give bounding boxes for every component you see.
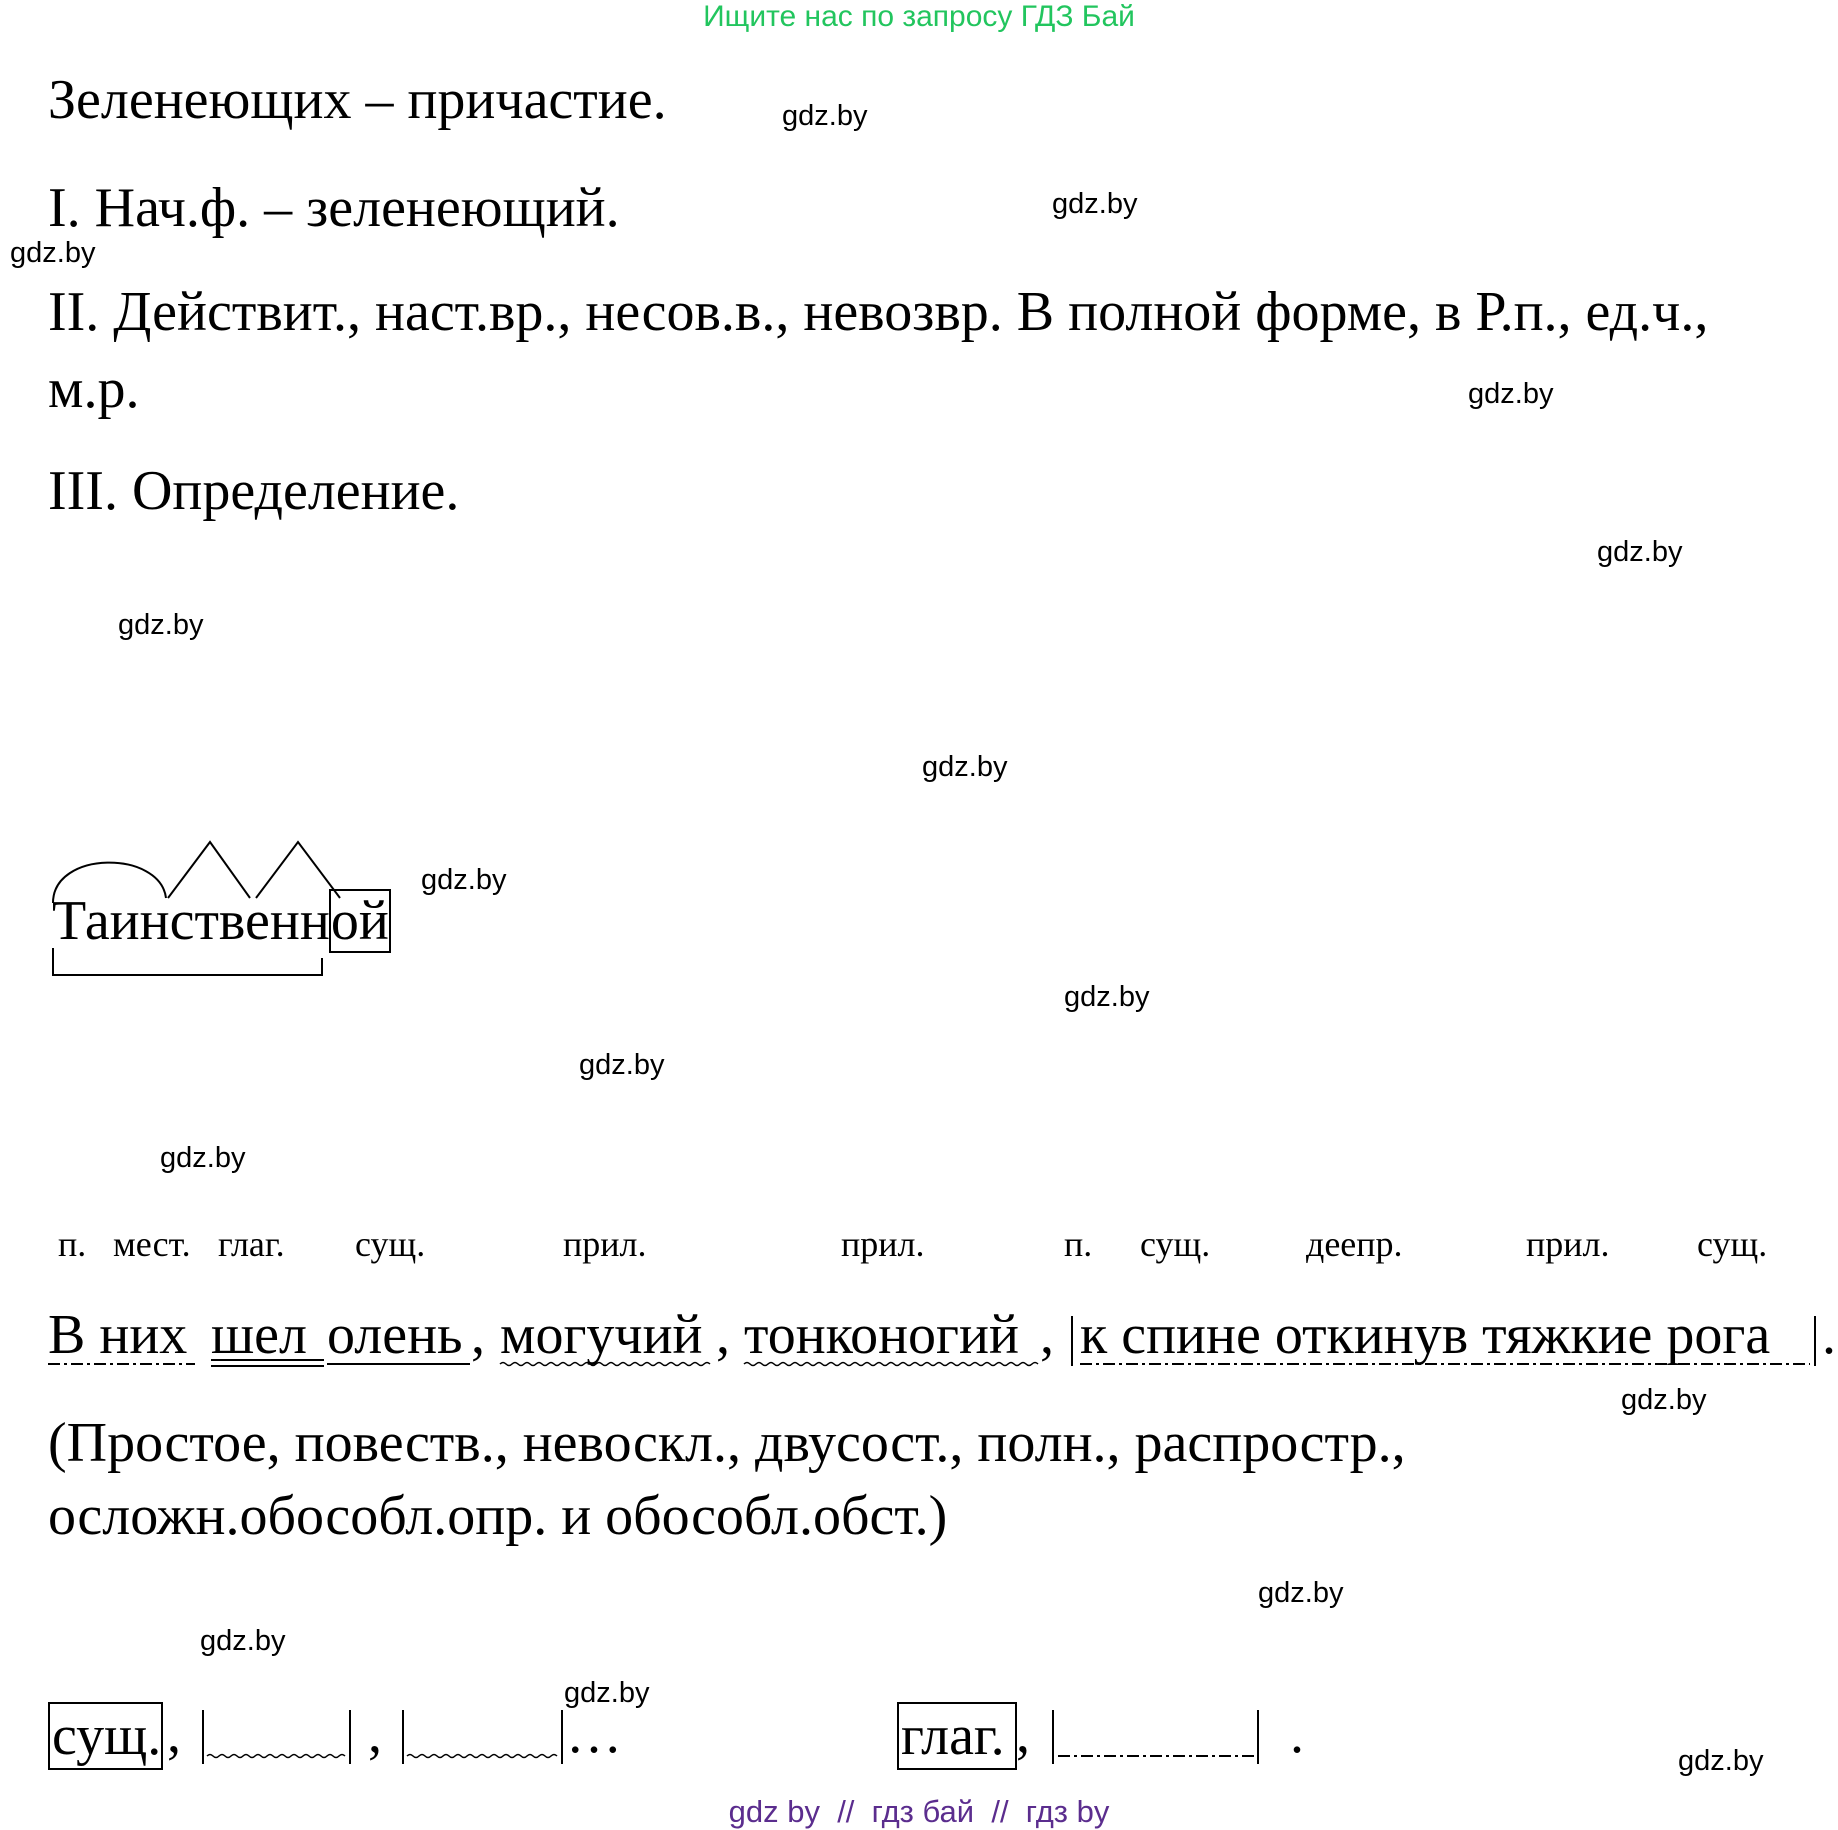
pos-label: глаг. bbox=[218, 1224, 285, 1264]
pos-label: прил. bbox=[563, 1224, 647, 1264]
sentence-description-a: (Простое, повеств., невоскл., двусост., полн., распростр., bbox=[48, 1412, 1406, 1474]
participial-phrase: к спине откинув тяжкие рога bbox=[1080, 1304, 1771, 1366]
watermark: gdz.by bbox=[1064, 981, 1150, 1013]
watermark: gdz.by bbox=[160, 1142, 246, 1174]
sentence-word-v-nih: В них bbox=[48, 1304, 188, 1366]
watermark: gdz.by bbox=[782, 100, 868, 132]
parse-line-2: I. Нач.ф. – зеленеющий. bbox=[48, 177, 620, 239]
watermark: gdz.by bbox=[1258, 1577, 1344, 1609]
sentence-comma: , bbox=[1040, 1304, 1054, 1366]
watermark: gdz.by bbox=[200, 1625, 286, 1657]
footer-link[interactable]: гдз by bbox=[1025, 1794, 1110, 1829]
pos-label: деепр. bbox=[1306, 1224, 1403, 1264]
watermark: gdz.by bbox=[1621, 1384, 1707, 1416]
pos-label: сущ. bbox=[1697, 1224, 1768, 1264]
scheme-subject-box: сущ. bbox=[48, 1702, 163, 1770]
pos-label: прил. bbox=[841, 1224, 925, 1264]
pos-label: п. bbox=[1064, 1224, 1093, 1264]
sentence-word-shel: шел bbox=[211, 1304, 307, 1366]
watermark: gdz.by bbox=[579, 1049, 665, 1081]
sentence-description-b: осложн.обособл.опр. и обособл.обст.) bbox=[48, 1485, 948, 1547]
watermark: gdz.by bbox=[1597, 536, 1683, 568]
top-banner[interactable]: Ищите нас по запросу ГДЗ Бай bbox=[703, 0, 1135, 33]
scheme-ellipsis: … bbox=[566, 1703, 622, 1765]
sentence-word-olen: олень bbox=[327, 1304, 463, 1366]
scheme-period: . bbox=[1290, 1703, 1304, 1765]
footer-separator: // bbox=[991, 1794, 1009, 1829]
sentence-comma: , bbox=[716, 1304, 730, 1366]
watermark: gdz.by bbox=[564, 1677, 650, 1709]
scheme-comma: , bbox=[1016, 1703, 1030, 1765]
parse-line-4: III. Определение. bbox=[48, 460, 460, 522]
footer-link[interactable]: гдз бай bbox=[871, 1794, 975, 1829]
footer[interactable] bbox=[0, 1794, 1838, 1830]
pos-label: мест. bbox=[113, 1224, 191, 1264]
parse-line-1: Зеленеющих – причастие. bbox=[48, 69, 667, 131]
watermark: gdz.by bbox=[10, 237, 96, 269]
sentence-word-tonkonogiy: тонконогий bbox=[744, 1304, 1019, 1366]
footer-link[interactable]: gdz by bbox=[728, 1794, 820, 1829]
pos-label: сущ. bbox=[355, 1224, 426, 1264]
scheme-wavy-1 bbox=[207, 1755, 345, 1758]
word-stem: Таинственн bbox=[52, 890, 330, 952]
parse-line-3b: м.р. bbox=[48, 358, 140, 420]
watermark: gdz.by bbox=[1052, 188, 1138, 220]
scheme-comma: , bbox=[167, 1703, 181, 1765]
pos-label: п. bbox=[58, 1224, 87, 1264]
watermark: gdz.by bbox=[118, 609, 204, 641]
pos-label: сущ. bbox=[1140, 1224, 1211, 1264]
watermark: gdz.by bbox=[1678, 1745, 1764, 1777]
scheme-predicate-box: глаг. bbox=[897, 1702, 1017, 1770]
footer-separator: // bbox=[837, 1794, 855, 1829]
scheme-comma: , bbox=[368, 1703, 382, 1765]
scheme-wavy-2 bbox=[407, 1755, 557, 1758]
watermark: gdz.by bbox=[922, 751, 1008, 783]
pos-label: прил. bbox=[1526, 1224, 1610, 1264]
parse-line-3a: II. Действит., наст.вр., несов.в., невозвр. В полной форме, в Р.п., ед.ч., bbox=[48, 281, 1709, 343]
sentence-word-moguchiy: могучий bbox=[500, 1304, 703, 1366]
watermark: gdz.by bbox=[1468, 378, 1554, 410]
watermark: gdz.by bbox=[421, 864, 507, 896]
sentence-comma: , bbox=[471, 1304, 485, 1366]
word-ending: ой bbox=[330, 890, 389, 952]
sentence-period: . bbox=[1822, 1304, 1836, 1366]
